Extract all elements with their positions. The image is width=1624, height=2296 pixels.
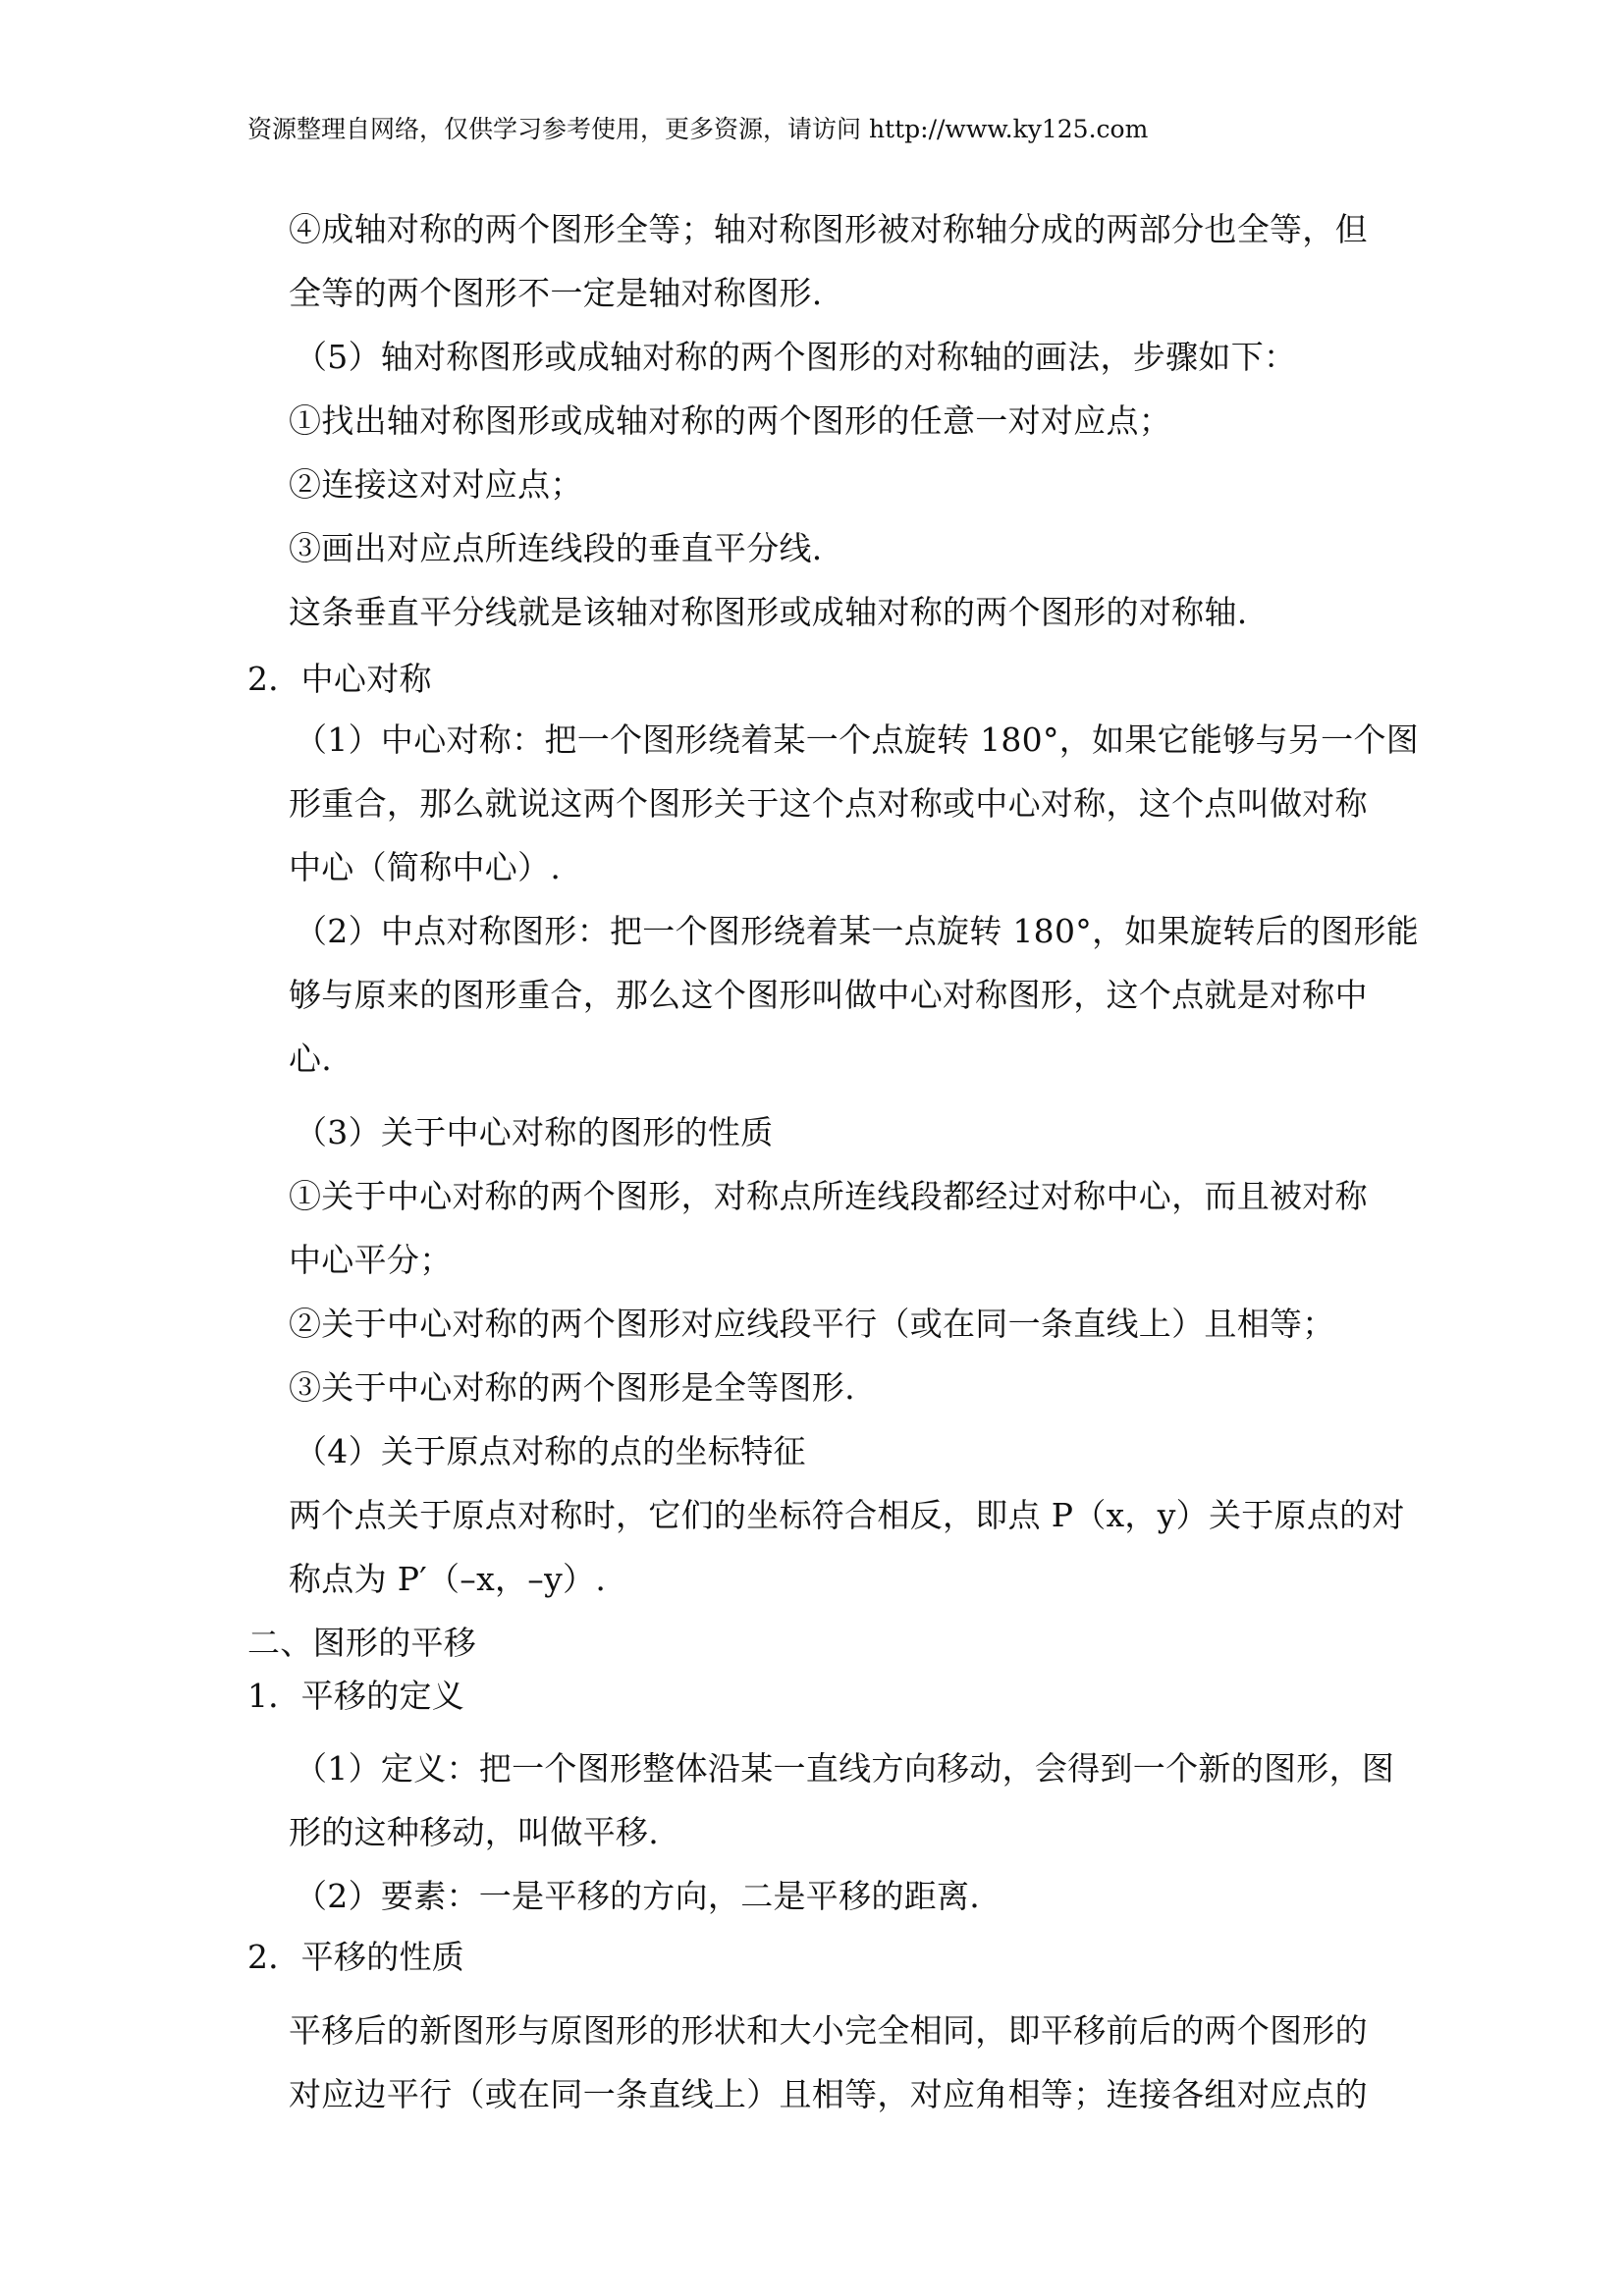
text-line-29: 平移后的新图形与原图形的形状和大小完全相同，即平移前后的两个图形的 (289, 2011, 1368, 2050)
text-line-15: （3）关于中心对称的图形的性质 (295, 1113, 774, 1151)
text-line-20: （4）关于原点对称的点的坐标特征 (295, 1432, 806, 1470)
text-line-17: 中心平分； (289, 1241, 453, 1279)
text-line-27: （2）要素：一是平移的方向，二是平移的距离. (295, 1877, 981, 1915)
text-line-7: 这条垂直平分线就是该轴对称图形或成轴对称的两个图形的对称轴. (289, 593, 1248, 631)
text-line-21: 两个点关于原点对称时，它们的坐标符合相反，即点 P（x，y）关于原点的对 (289, 1496, 1405, 1534)
text-line-12: （2）中点对称图形：把一个图形绕着某一点旋转 180°，如果旋转后的图形能 (295, 912, 1420, 950)
text-line-25: （1）定义：把一个图形整体沿某一直线方向移动，会得到一个新的图形，图 (295, 1749, 1395, 1788)
text-line-3: （5）轴对称图形或成轴对称的两个图形的对称轴的画法，步骤如下： (295, 338, 1297, 376)
text-line-26: 形的这种移动，叫做平移. (289, 1813, 660, 1851)
text-line-4: ①找出轴对称图形或成轴对称的两个图形的任意一对对应点； (289, 401, 1172, 440)
text-line-18: ②关于中心对称的两个图形对应线段平行（或在同一条直线上）且相等； (289, 1305, 1335, 1343)
text-line-6: ③画出对应点所连线段的垂直平分线. (289, 529, 823, 567)
text-line-19: ③关于中心对称的两个图形是全等图形. (289, 1368, 855, 1407)
text-line-5: ②连接这对对应点； (289, 465, 583, 504)
text-line-10: 形重合，那么就说这两个图形关于这个点对称或中心对称，这个点叫做对称 (289, 784, 1368, 823)
text-line-16: ①关于中心对称的两个图形，对称点所连线段都经过对称中心，而且被对称 (289, 1177, 1368, 1215)
text-line-9: （1）中心对称：把一个图形绕着某一个点旋转 180°，如果它能够与另一个图 (295, 721, 1420, 759)
text-line-1: ④成轴对称的两个图形全等；轴对称图形被对称轴分成的两部分也全等，但 (289, 210, 1368, 248)
subsection-heading-translation-properties: 2．平移的性质 (247, 1938, 465, 1976)
subsection-heading-translation-definition: 1．平移的定义 (247, 1677, 465, 1715)
text-line-13: 够与原来的图形重合，那么这个图形叫做中心对称图形，这个点就是对称中 (289, 976, 1368, 1014)
section-heading-translation: 二、图形的平移 (247, 1624, 477, 1662)
text-line-30: 对应边平行（或在同一条直线上）且相等，对应角相等；连接各组对应点的 (289, 2075, 1368, 2113)
section-heading-central-symmetry: 2．中心对称 (247, 660, 432, 698)
text-line-22: 称点为 P′（–x，–y）. (289, 1560, 607, 1598)
text-line-2: 全等的两个图形不一定是轴对称图形. (289, 274, 823, 312)
text-line-11: 中心（简称中心）. (289, 848, 562, 886)
text-line-14: 心. (289, 1040, 333, 1078)
page-header: 资源整理自网络，仅供学习参考使用，更多资源，请访问 http://www.ky125.com (247, 115, 1149, 143)
